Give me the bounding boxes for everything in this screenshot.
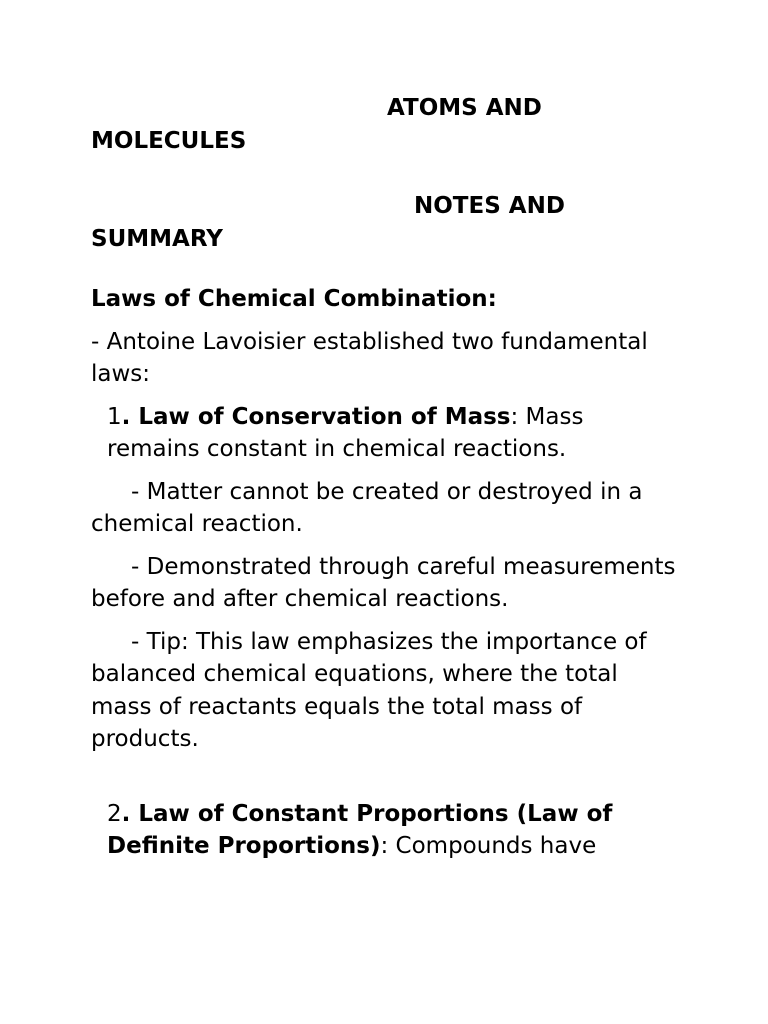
- law-2-name: . Law of Constant Proportions (Law of Definite Proportions): [107, 800, 613, 859]
- law-1-name: . Law of Conservation of Mass: [121, 403, 511, 430]
- document-subtitle: [91, 190, 681, 255]
- law-1-description: : Mass remains constant in chemical reactions.: [107, 403, 584, 462]
- title-line-2b: SUMMARY: [91, 225, 223, 252]
- law-2-paragraph: [91, 798, 681, 863]
- title-line-1b: MOLECULES: [91, 127, 247, 154]
- law-1-point: - Demonstrated through careful measurements before and after chemical reactions.: [91, 553, 676, 612]
- law-2-description: : Compounds have: [380, 833, 597, 859]
- law-2-number: 2: [107, 800, 122, 827]
- section-heading: Laws of Chemical Combination:: [91, 286, 497, 312]
- law-1-point: - Matter cannot be created or destroyed in a chemical reaction.: [91, 478, 643, 537]
- document-title: [91, 92, 681, 157]
- title-line-2a: NOTES AND: [414, 193, 565, 219]
- document-page: [91, 92, 681, 863]
- intro-paragraph: - Antoine Lavoisier established two fundamental laws:: [91, 328, 648, 387]
- law-1-number: 1: [107, 403, 122, 430]
- title-line-1a: ATOMS AND: [387, 95, 542, 121]
- law-1-paragraph: [91, 401, 681, 466]
- law-1-point: - Tip: This law emphasizes the importance of balanced chemical equations, where the total mass of reactants equals the total mass of products.: [91, 628, 647, 752]
